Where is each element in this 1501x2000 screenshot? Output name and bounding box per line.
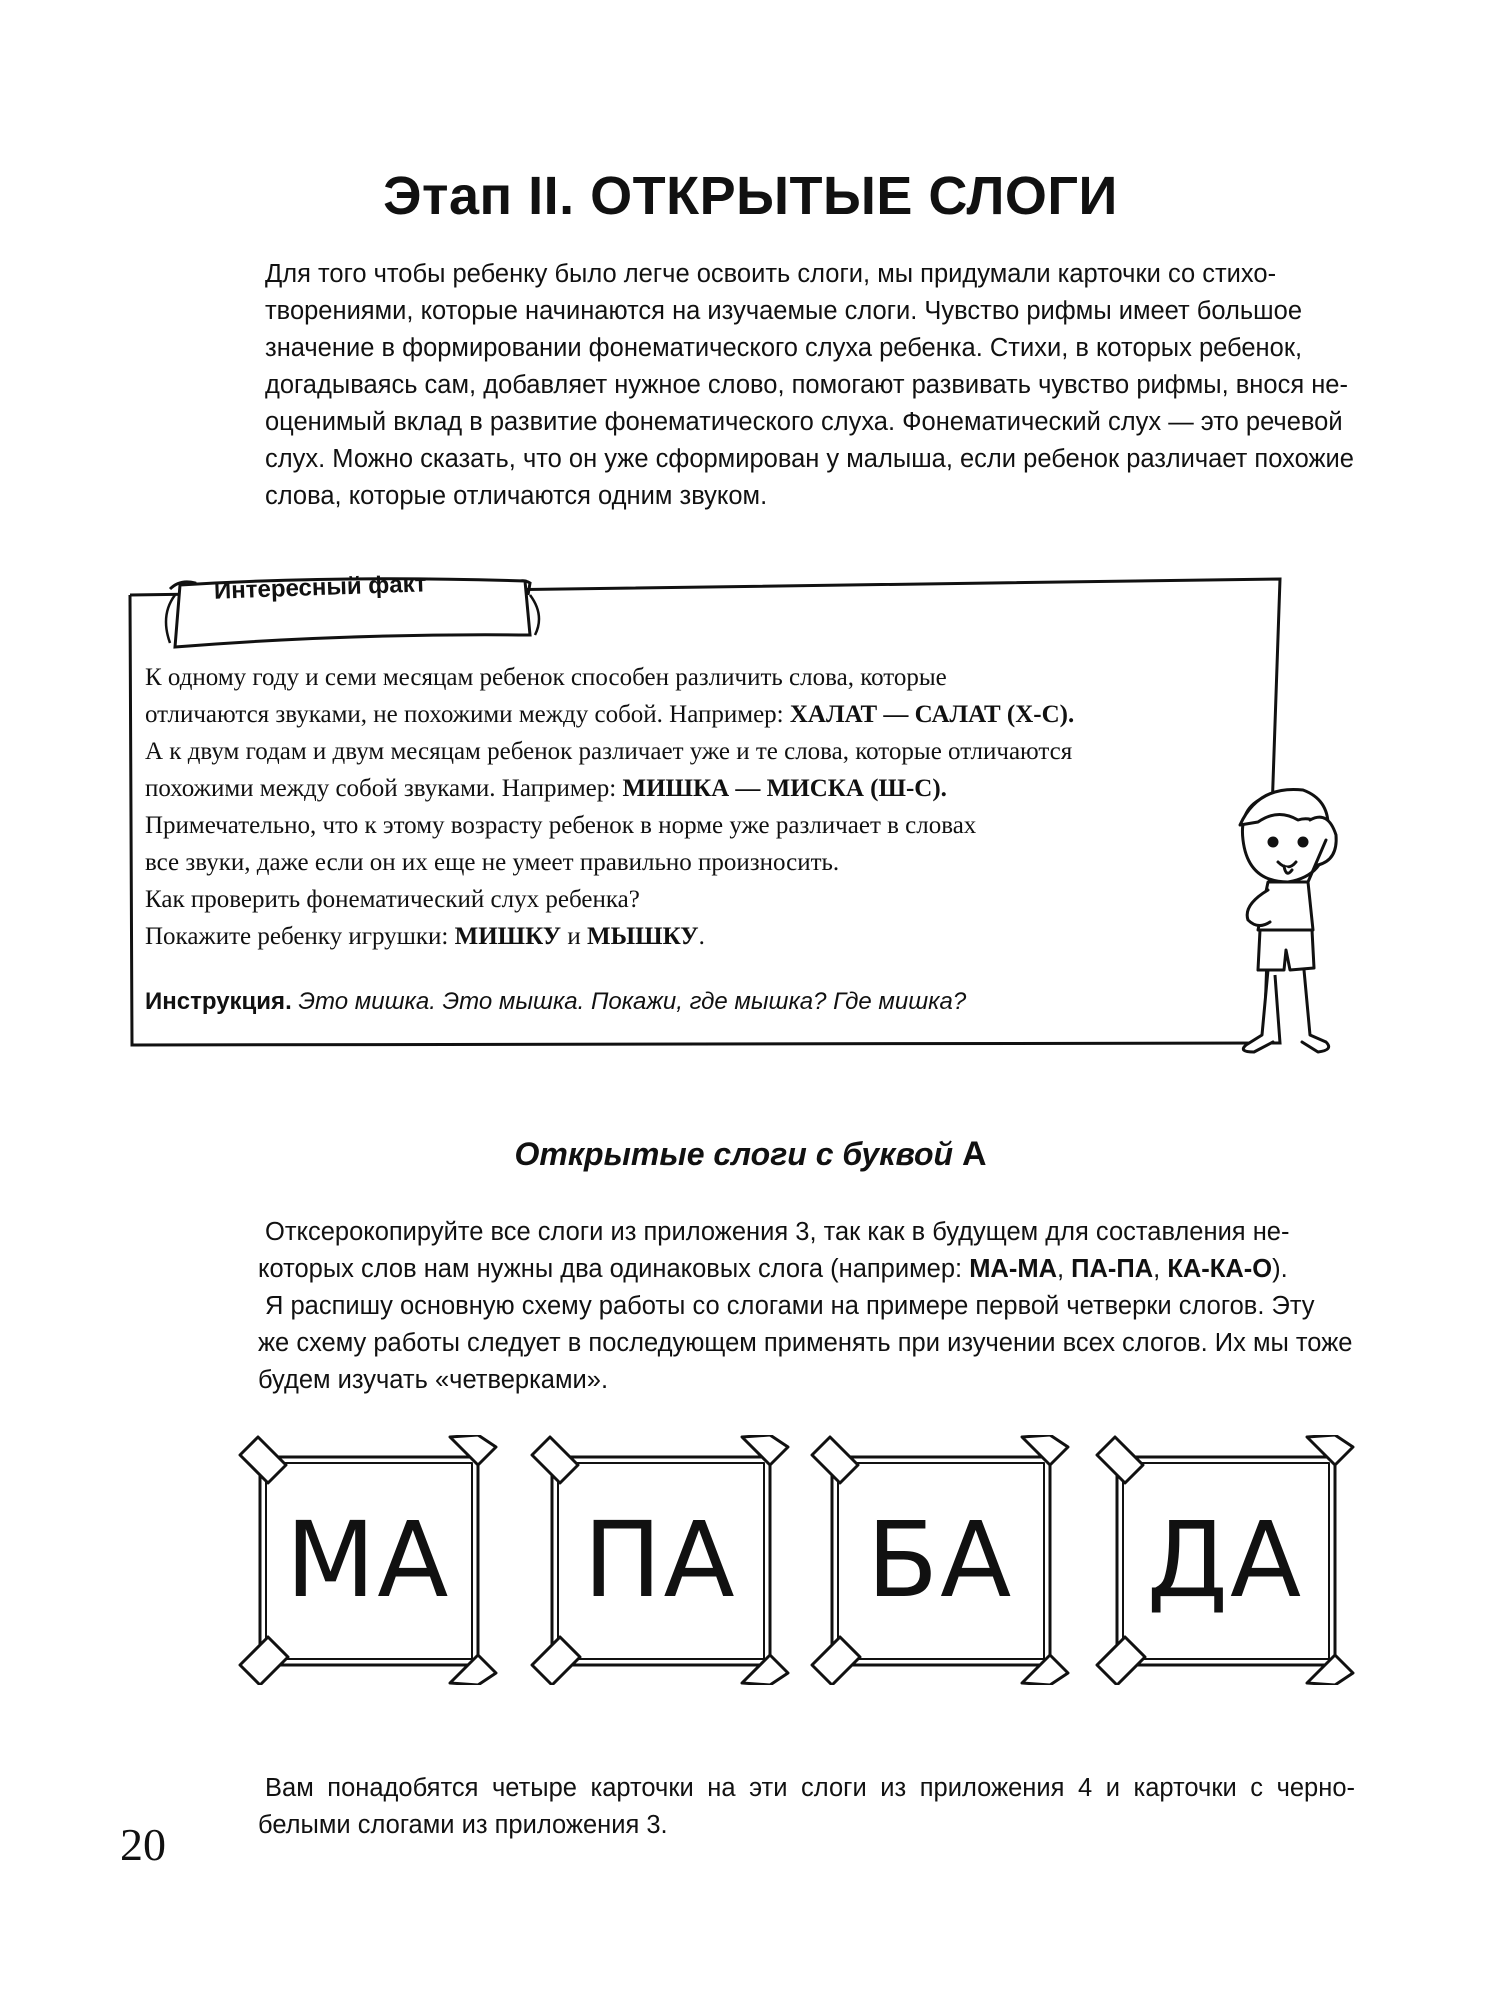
intro-line: слова, которые отличаются одним звуком. <box>265 482 768 510</box>
fact-line-text: Покажите ребенку игрушки: <box>145 923 455 950</box>
bottom-paragraph <box>258 1770 1355 1844</box>
page-title: Этап II. ОТКРЫТЫЕ СЛОГИ <box>383 166 1118 226</box>
syllable-example: ПА-ПА <box>1071 1255 1154 1283</box>
fact-line: все звуки, даже если он их еще не умеет правильно произносить. <box>145 849 840 876</box>
paragraph-text: которых слов нам нужны два одинаковых слога (например: <box>258 1255 970 1283</box>
separator: , <box>1057 1255 1072 1283</box>
intro-line: догадываясь сам, добавляет нужное слово, помогают развивать чувство рифмы, внося не- <box>265 371 1348 399</box>
paragraph-line: Вам понадобятся четыре карточки на эти слоги из приложения 4 и карточки с черно- <box>265 1774 1355 1802</box>
instruction-text: Это мишка. Это мышка. Покажи, где мышка? Где мишка? <box>291 988 967 1015</box>
syllable-card <box>830 1455 1050 1665</box>
fact-line <box>145 696 1265 733</box>
fact-example: МИШКА — МИСКА (Ш-С). <box>622 775 947 802</box>
syllable-card <box>258 1455 478 1665</box>
page-number: 20 <box>120 1819 166 1870</box>
paragraph-line: Я распишу основную схему работы со слогами на примере первой четверки слогов. Эту <box>265 1292 1315 1320</box>
intro-line: Для того чтобы ребенку было легче освоить слоги, мы придумали карточки со стихо- <box>265 260 1277 288</box>
fact-line: К одному году и семи месяцам ребенок способен различить слова, которые <box>145 664 947 691</box>
paragraph-line <box>258 1251 1355 1288</box>
syllable-example: МА-МА <box>969 1255 1057 1283</box>
intro-line: оценимый вклад в развитие фонематического слуха. Фонематический слух — это речевой <box>265 408 1343 436</box>
syllable-text: МА <box>285 1499 451 1621</box>
section-title <box>0 1135 1501 1174</box>
syllable-example: КА-КА-О <box>1167 1255 1273 1283</box>
fact-label: Интересный факт <box>213 570 427 605</box>
instructions-paragraphs <box>258 1214 1355 1399</box>
fact-text <box>145 659 1265 955</box>
fact-line-text: отличаются звуками, не похожими между собой. Например: <box>145 701 790 728</box>
fact-instruction <box>145 988 966 1016</box>
fact-example: МИШКУ <box>454 923 562 950</box>
fact-line: Как проверить фонематический слух ребенка? <box>145 886 640 913</box>
paragraph-line: же схему работы следует в последующем применять при изучении всех слогов. Их мы тоже <box>258 1329 1353 1357</box>
paragraph-line: будем изучать «четверками». <box>258 1366 609 1394</box>
paragraph-line: Отксерокопируйте все слоги из приложения 3, так как в будущем для составления не- <box>265 1218 1290 1246</box>
syllable-text: БА <box>866 1499 1014 1621</box>
paragraph-text: ). <box>1272 1255 1288 1283</box>
fact-line <box>145 770 1265 807</box>
separator: , <box>1153 1255 1168 1283</box>
paragraph-line: белыми слогами из приложения 3. <box>258 1811 668 1839</box>
syllable-text: ДА <box>1146 1499 1304 1621</box>
fact-line: А к двум годам и двум месяцам ребенок различает уже и те слова, которые отличаются <box>145 738 1073 765</box>
instruction-label: Инструкция. <box>145 988 292 1015</box>
child-illustration <box>1218 780 1348 1060</box>
fact-line-text: . <box>698 923 705 950</box>
fact-line-text: и <box>561 923 587 950</box>
fact-line-text: похожими между собой звуками. Например: <box>145 775 623 802</box>
syllable-card <box>1115 1455 1335 1665</box>
fact-example: МЫШКУ <box>587 923 699 950</box>
section-title-text: Открытые слоги с буквой <box>514 1136 962 1172</box>
intro-line: творениями, которые начинаются на изучаемые слоги. Чувство рифмы имеет большое <box>265 297 1302 325</box>
fact-example: ХАЛАТ — САЛАТ (Х-С). <box>789 701 1075 728</box>
fact-line: Примечательно, что к этому возрасту ребенок в норме уже различает в словах <box>145 812 977 839</box>
intro-paragraph <box>258 256 1355 515</box>
intro-line: значение в формировании фонематического слуха ребенка. Стихи, в которых ребенок, <box>265 334 1303 362</box>
intro-line: слух. Можно сказать, что он уже сформирован у малыша, если ребенок различает похожие <box>265 445 1354 473</box>
section-title-letter: А <box>961 1135 987 1173</box>
syllable-text: ПА <box>583 1499 737 1621</box>
syllable-card <box>550 1455 770 1665</box>
fact-line <box>145 918 1265 955</box>
